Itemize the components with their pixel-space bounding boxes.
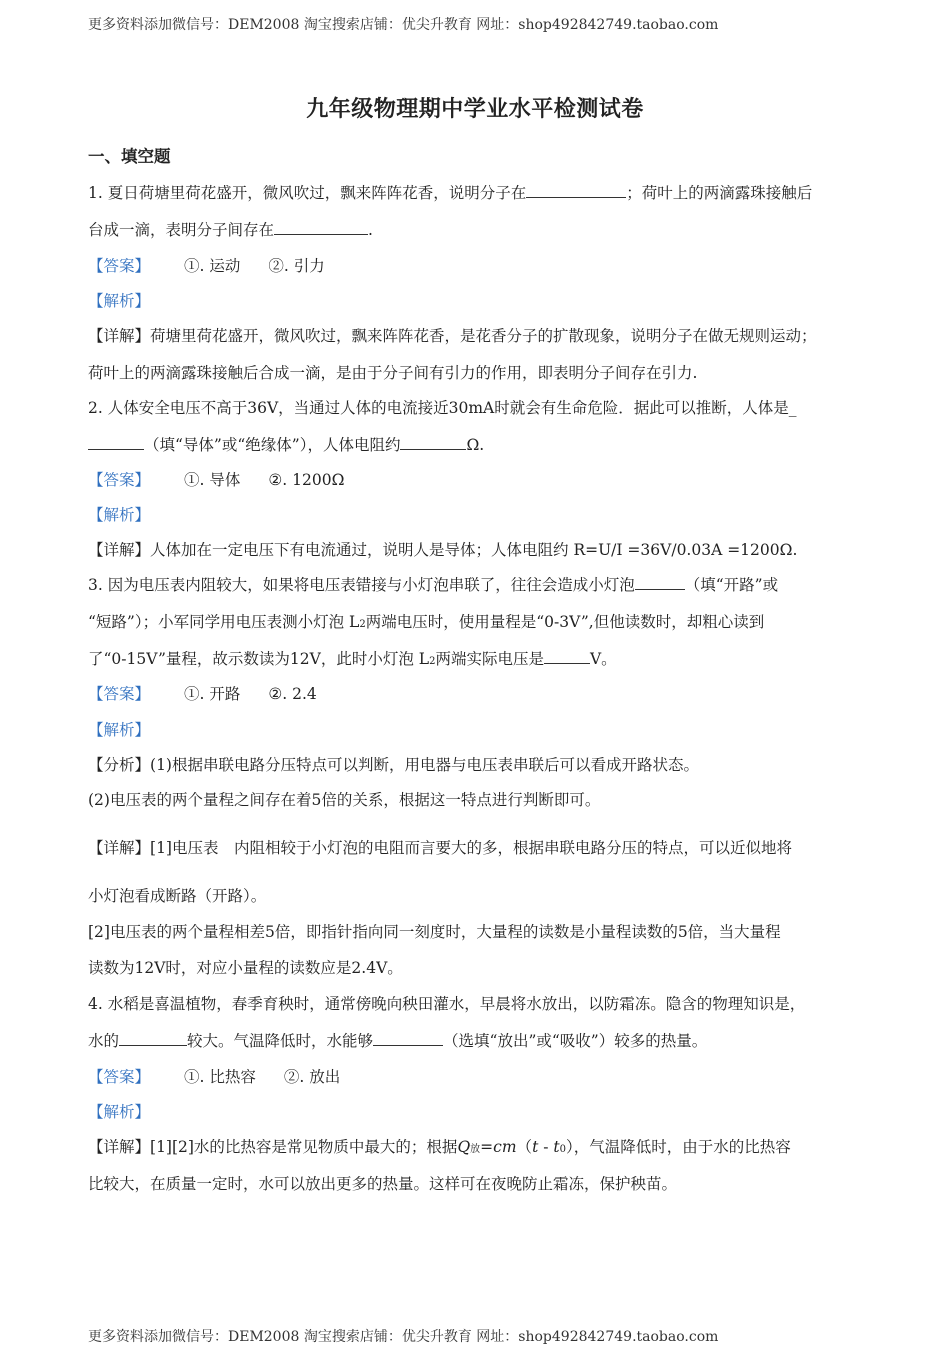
q1-text: ；荷叶上的两滴露珠接触后	[626, 184, 813, 202]
q4-answer	[88, 1067, 340, 1087]
q2-blank-2	[400, 435, 466, 450]
q3-fenxi-1	[88, 755, 699, 775]
q3-analysis	[88, 720, 150, 740]
q1-line-2	[88, 220, 373, 240]
q3-text: “短路”）；小军同学用电压表测小灯泡 L	[88, 613, 360, 631]
q4-detail-text: ），气温降低时，由于水的比热容	[566, 1138, 791, 1156]
q3-answer-1: ①. 开路	[184, 685, 241, 703]
q4-formula-t0: t	[553, 1138, 560, 1156]
q4-line-1: 4. 水稻是喜温植物，春季育秧时，通常傍晚向秧田灌水，早晨将水放出，以防霜冻。隐含的物理知识是，	[88, 995, 806, 1013]
q3-subscript: 2	[429, 656, 436, 667]
detail-tag: 【详解】	[88, 541, 151, 559]
q2-line-1: 2. 人体安全电压不高于36V，当通过人体的电流接近30mA时就会有生命危险．据此可以推断，人体是_	[88, 399, 797, 417]
q3-detail-1	[88, 838, 792, 858]
q1-answer-1: ①. 运动	[184, 257, 241, 275]
page-title: 九年级物理期中学业水平检测试卷	[306, 96, 644, 122]
q3-fenxi-text: (1)根据串联电路分压特点可以判断，用电器与电压表串联后可以看成开路状态。	[150, 756, 699, 774]
analysis-tag: 【解析】	[88, 506, 151, 524]
q3-text: 了“0-15V”量程，故示数读为12V，此时小灯泡 L	[88, 650, 430, 668]
q4-line-2	[88, 1031, 707, 1051]
q4-text: 水的	[88, 1032, 120, 1050]
q1-blank-2	[274, 220, 368, 235]
q3-text: 两端电压时，使用量程是“0-3V”,但他读数时，却粗心读到	[365, 613, 765, 631]
q4-formula-q: Q	[457, 1138, 471, 1156]
q3-line-2	[88, 612, 764, 635]
q2-answer	[88, 470, 344, 490]
analysis-tag: 【解析】	[88, 721, 151, 739]
q4-formula-cm: cm	[493, 1138, 517, 1156]
detail-tag: 【详解】	[88, 1138, 151, 1156]
q2-detail-1	[88, 540, 797, 560]
q1-detail-1	[88, 326, 817, 346]
q1-text: 台成一滴，表明分子间存在	[88, 221, 275, 239]
answer-tag: 【答案】	[88, 257, 151, 275]
q1-line-1	[88, 183, 812, 203]
q2-text: Ω.	[466, 436, 485, 454]
q3-detail-text: [1]电压表 内阻相较于小灯泡的电阻而言要大的多，根据串联电路分压的特点，可以近似地将	[150, 839, 792, 857]
q4-formula-sub: 0	[559, 1144, 566, 1155]
q4-analysis	[88, 1102, 150, 1122]
q4-text: （选填“放出”或“吸收”）较多的热量。	[443, 1032, 708, 1050]
q1-blank-1	[526, 183, 626, 198]
q4-detail-2: 比较大，在质量一定时，水可以放出更多的热量。这样可在夜晚防止霜冻，保护秧苗。	[88, 1175, 678, 1193]
q1-answer	[88, 256, 325, 276]
q4-answer-2: ②. 放出	[283, 1068, 341, 1086]
section-heading: 一、填空题	[88, 147, 171, 166]
page-footer: 更多资料添加微信号：DEM2008 淘宝搜索店铺：优尖升教育 网址：shop492842749.taobao.com	[88, 1329, 719, 1345]
answer-tag: 【答案】	[88, 471, 151, 489]
q1-detail-text: 荷塘里荷花盛开，微风吹过，飘来阵阵花香，是花香分子的扩散现象，说明分子在做无规则运动；	[150, 327, 817, 345]
q3-detail-3: [2]电压表的两个量程相差5倍，即指针指向同一刻度时，大量程的读数是小量程读数的5倍，当大量程	[88, 923, 781, 941]
q3-detail-4: 读数为12V时，对应小量程的读数应是2.4V。	[88, 959, 403, 977]
q3-detail-2: 小灯泡看成断路（开路）。	[88, 887, 267, 905]
q2-text: （填“导体”或“绝缘体”），人体电阻约	[144, 436, 401, 454]
q3-answer-2: ②. 2.4	[268, 685, 317, 703]
q1-text: 1. 夏日荷塘里荷花盛开，微风吹过，飘来阵阵花香，说明分子在	[88, 184, 527, 202]
answer-tag: 【答案】	[88, 1068, 151, 1086]
q4-formula-paren: （	[516, 1138, 533, 1156]
q3-blank-1	[635, 575, 685, 590]
analysis-tag: 【解析】	[88, 1103, 151, 1121]
q4-formula-eq: =	[480, 1138, 494, 1156]
detail-tag: 【详解】	[88, 327, 151, 345]
q1-analysis	[88, 291, 150, 311]
q3-line-1	[88, 575, 778, 595]
q2-answer-1: ①. 导体	[184, 471, 241, 489]
q2-analysis	[88, 505, 150, 525]
q3-text: （填“开路”或	[684, 576, 779, 594]
detail-tag: 【详解】	[88, 839, 151, 857]
q3-answer	[88, 684, 317, 704]
q3-line-3	[88, 649, 617, 672]
q2-answer-2: ②. 1200Ω	[268, 471, 345, 489]
q2-line-2	[88, 435, 484, 455]
q4-text: 较大。气温降低时，水能够	[187, 1032, 374, 1050]
fenxi-tag: 【分析】	[88, 756, 151, 774]
q4-blank-2	[373, 1031, 443, 1046]
q4-blank-1	[119, 1031, 187, 1046]
q4-formula-minus: -	[538, 1138, 554, 1156]
q1-detail-2: 荷叶上的两滴露珠接触后合成一滴，是由于分子间有引力的作用，即表明分子间存在引力.	[88, 364, 698, 382]
q3-blank-2	[544, 649, 590, 664]
q3-text: 3. 因为电压表内阻较大，如果将电压表错接与小灯泡串联了，往往会造成小灯泡	[88, 576, 635, 594]
q3-fenxi-2: (2)电压表的两个量程之间存在着5倍的关系，根据这一特点进行判断即可。	[88, 791, 601, 809]
q3-text: 两端实际电压是	[435, 650, 544, 668]
q4-formula-sub: 放	[470, 1144, 481, 1155]
q4-detail-text: [1][2]水的比热容是常见物质中最大的；根据	[150, 1138, 458, 1156]
q4-formula-t: t	[532, 1138, 539, 1156]
answer-tag: 【答案】	[88, 685, 151, 703]
q3-text: V。	[589, 650, 617, 668]
q3-subscript: 2	[359, 619, 366, 630]
q1-text: .	[368, 221, 373, 239]
analysis-tag: 【解析】	[88, 292, 151, 310]
q2-detail-text: 人体加在一定电压下有电流通过，说明人是导体；人体电阻约 R=U/I =36V/0.03A =1200Ω.	[150, 541, 798, 559]
q1-answer-2: ②. 引力	[268, 257, 325, 275]
q4-detail-1	[88, 1137, 791, 1160]
page-header: 更多资料添加微信号：DEM2008 淘宝搜索店铺：优尖升教育 网址：shop492842749.taobao.com	[88, 17, 719, 33]
q2-blank-1	[88, 435, 144, 450]
q4-answer-1: ①. 比热容	[184, 1068, 256, 1086]
